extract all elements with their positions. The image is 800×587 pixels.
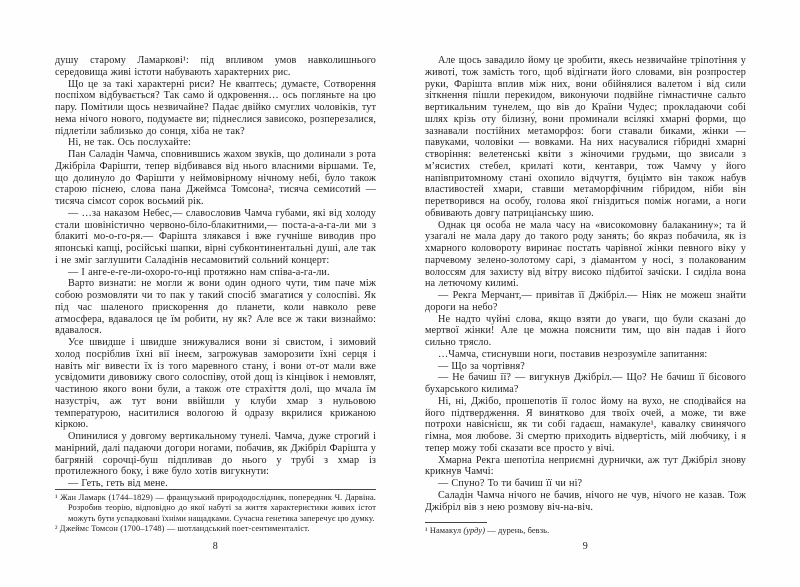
paragraph: душу старому Ламаркові¹: під впливом умов навколишнього середовища живі істоти набувають характерних рис.	[55, 55, 376, 78]
paragraph: Не надто чуйні слова, якщо взяти до уваги, що були сказані до мертвої жінки! Але це можна пояснити тим, що він падав і його сильно трясло.	[425, 313, 746, 348]
footnote-language-label: (урду)	[463, 526, 486, 535]
footnote-definition: — дурень, бевзь.	[485, 526, 550, 535]
paragraph: Ні, не так. Ось послухайте:	[68, 137, 191, 149]
paragraph: — …за наказом Небес,— славословив Чамча губами, які від холоду стали шовіністично червоно-біло-блакитними,— поста-а-а-га-ли ми з блакиті мо-о-го-ря.— Фарішта злякався і вже гучніше виводив про японські капці, російські шапки, вірні субконтинентальні душі, але так і не зміг заглушити Саладінів несамовитий сольний концерт:	[55, 207, 376, 266]
footnote: ¹ Жан Ламарк (1744–1829) — французький природодослідник, попередник Ч. Дарвіна. Розробив теорію, відповідно до якої набуті за життя характеристики живих істот можуть бути успадковані їхніми нащадками. Сучасна генетика заперечує цю думку.	[55, 493, 376, 523]
footnote-marker: ¹	[425, 526, 430, 535]
dialogue-line: — Не бачиш її? — вигукнув Джібріл.— Що? Не бачиш її бісового бухарського килима?	[425, 372, 746, 395]
dialogue-line: — Рекга Мерчант,— привітав її Джібріл.— Ніяк не можеш знайти дороги на небо?	[425, 290, 746, 313]
footnote-divider	[55, 489, 376, 490]
paragraph: Але щось завадило йому це зробити, якесь незвичайне тріпотіння у животі, тож замість того, щоб відігнати його словами, він розпростер руки, Фарішта вплив між них, вони обійнялися валетом і від сили зіткнення пішли перекидом, виконуючи подвійне гімнастичне сальто вертикальним тунелем, що вів до Країни Чудес; прокладаючи собі шлях крізь оту білизну́, вони проминали всілякі хмарні форми, що зазнавали постійних метаморфоз: боги ставали биками, жінки — павуками, чоловіки — вовками. На них насувалися гібридні хмарні створіння: велетенські квіти з жіночими грудьми, що звисали з м’ясистих стебел, крилаті коти, кентаври, тож Чамчу у його напівпритомному стані охопило відчуття, буцімто він також набув властивостей хмари, ставши метаморфічним гібридом, ніби він перетворився на особу, голова якої гніздиться поміж ногами, а ноги обвивають довгу патриціанську шию.	[425, 55, 746, 219]
dialogue-line: — І анге-е-ге-ли-охоро-го-нці протяжно нам співа-а-га-ли.	[68, 266, 330, 278]
paragraph: Усе швидше і швидше знижувалися вони зі свистом, і зимовий холод посріблив їхні вії інеєм, загрожував заморозити їхні серця і навіть міг вивести їх із того маревного стану, і вони от-от мали вже усвідомити дивовижу свого солоспіву, отой дощ із кінцівок і немовлят, частиною якого вони були, а також оте страхіття долі, що мчала їм назустріч, аж тут вони ввійшли у клуби хмар з нульовою температурою, наситилися вологою й одразу вкрилися крижаною кіркою.	[55, 337, 376, 431]
right-footnote-block	[425, 522, 746, 536]
dialogue-line: — Що за чортівня?	[438, 360, 525, 372]
footnote: ² Джеймс Томсон (1700–1748) — шотландський поет-сентименталіст.	[55, 523, 310, 533]
footnote	[425, 526, 746, 536]
left-body-text	[55, 55, 376, 487]
paragraph: Варто визнати: не могли ж вони один одного чути, тим паче між собою розмовляти чи то пак у такий спосіб змагатися у солоспіві. Як під час шаленого прискорення до планети, коли навколо реве атмосфера, вдавалося це їм робити, ну як? Але все ж таки визнаймо: вдавалося.	[55, 278, 376, 337]
paragraph: Хмарна Рекга шепотіла неприємні дурнички, аж тут Джібріл знову крикнув Чамчі:	[425, 454, 746, 478]
footnote-term: Намакул	[429, 526, 464, 535]
left-footnote-block	[55, 489, 376, 534]
paragraph: Ні, ні, Джібо, прошепотів її голос йому на вухо, не сподівайся на його підтвердження. Я винятково для твоїх очей, а може, ти вже потрохи навіснієш, як ти собі гадаєш, намакуле¹, кавалку свинячого гімна, моя любове. Зі смертю приходить відвертість, мій любчику, і я тепер можу тобі сказати все просто у вічі.	[425, 395, 746, 454]
paragraph: Однак ця особа не мала часу на «високомовну балаканину»; та й узагалі не мала дару до такого роду занять; бо якраз побачила, як із хмарного коловороту виринає постать чарівної жінки певного віку у парчевому зелено-золотому сарі, з діамантом у носі, з полакованим волоссям для захисту від вітру високо підбитої зачіски. І сиділа вона на летючому килимі.	[425, 219, 746, 290]
page-number-left: 8	[212, 541, 219, 552]
page-right	[400, 0, 800, 587]
right-body-text	[425, 55, 746, 522]
dialogue-line: — Спуно? То ти бачиш її чи ні?	[438, 478, 583, 489]
paragraph: Що це за такі характерні риси? Не кваптесь; думаєте, Сотворення поспіхом відбувається? Так само й одкровення… ось погляньте на цю пару. Помітили щось незвичайне? Падає двійко смуглих чоловіків, тут нема нічого нового, подумаєте ви; піднеслися зависоко, розперезалися, підлетіли заблизько до сонця, хіба не так?	[55, 78, 376, 137]
paragraph: …Чамча, стиснувши ноги, поставив незрозуміле запитання:	[438, 348, 708, 360]
page-number-right: 9	[582, 541, 589, 552]
footnote-divider	[425, 522, 487, 523]
paragraph: Саладін Чамча нічого не бачив, нічого не чув, нічого не казав. Тож Джібріл вів з нею розмову віч-на-віч.	[425, 489, 746, 513]
dialogue-line: — Геть, геть від мене.	[68, 478, 168, 487]
paragraph: Пан Саладін Чамча, сповнившись жахом звуків, що долинали з рота Джібріла Фарішти, тепер відбивався від нього власними віршами. Те, що долинуло до Фарішти у неймовірному нічному небі, було також старою піснею, слова пана Джеймса Томсона², тисяча семисотий — тисяча сімсот сорок восьмий рік.	[55, 149, 376, 207]
paragraph: Опинилися у довгому вертикальному тунелі. Чамча, дуже строгий і манірний, далі падаючи догори ногами, побачив, як Джібріл Фарішта у багряній сорочці-буш підпливав до нього у трубі з хмар із протилежного боку, і вже було хотів вигукнути:	[55, 431, 376, 478]
